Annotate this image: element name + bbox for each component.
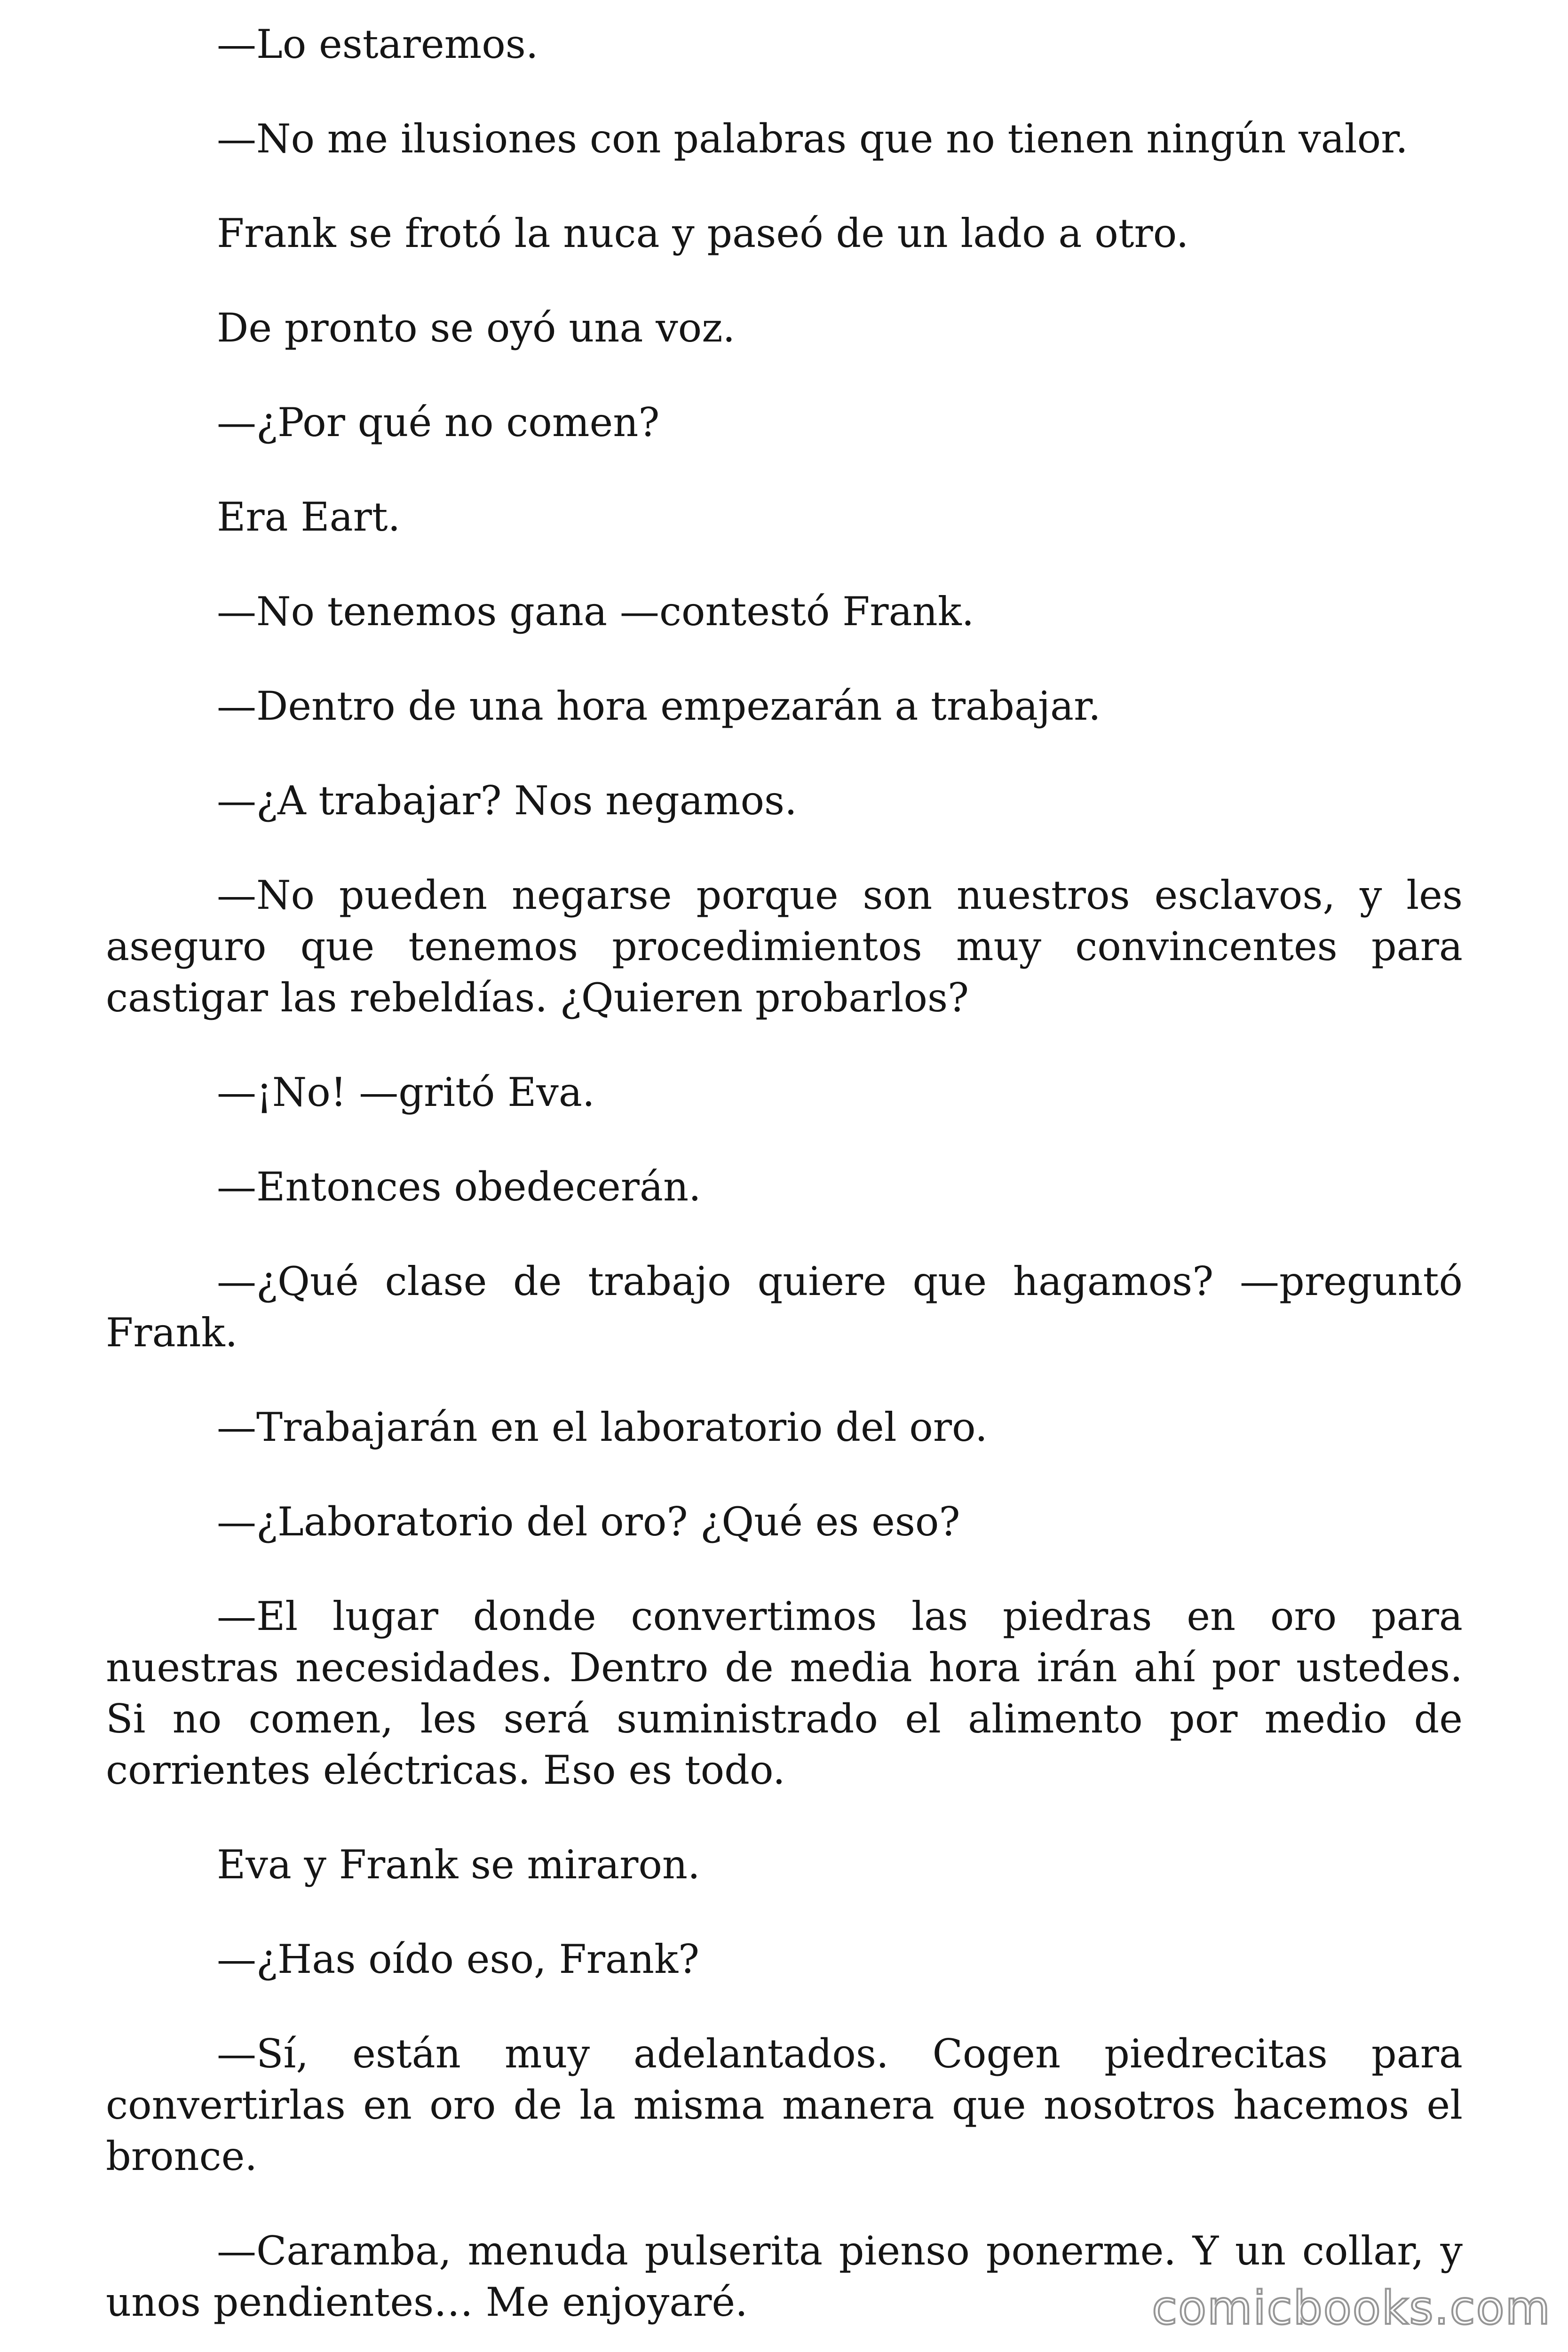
paragraph: —Caramba, menuda pulserita pienso ponerme. Y un collar, y unos pendientes… Me enjoyaré. [106,2228,1463,2325]
paragraph: —El lugar donde convertimos las piedras en oro para nuestras necesidades. Dentro de media hora irán ahí por ustedes. Si no comen, les será suministrado el alimento por medio de corrientes eléctricas. Eso es todo. [106,1593,1463,1793]
paragraph: De pronto se oyó una voz. [217,305,736,351]
paragraph: —No tenemos gana —contestó Frank. [217,588,974,635]
paragraph: —No me ilusiones con palabras que no tienen ningún valor. [217,116,1408,162]
paragraph: —Entonces obedecerán. [217,1164,701,1210]
watermark: comicbooks.com [1152,2281,1551,2335]
paragraph: —¿Por qué no comen? [217,399,660,445]
paragraph: —Lo estaremos. [217,21,539,67]
paragraph: —¿A trabajar? Nos negamos. [217,778,797,824]
paragraph: Eva y Frank se miraron. [217,1842,700,1888]
paragraph: —Sí, están muy adelantados. Cogen piedrecitas para convertirlas en oro de la misma manera que nosotros hacemos el bronce. [106,2031,1463,2179]
paragraph: —¿Qué clase de trabajo quiere que hagamos? —preguntó Frank. [106,1258,1463,1356]
paragraph: Frank se frotó la nuca y paseó de un lado a otro. [217,210,1189,256]
paragraph: —¿Laboratorio del oro? ¿Qué es eso? [217,1499,960,1545]
paragraph: —¿Has oído eso, Frank? [217,1936,700,1982]
paragraph: —¡No! —gritó Eva. [217,1069,595,1115]
paragraph: —No pueden negarse porque son nuestros esclavos, y les aseguro que tenemos procedimientos muy convincentes para castigar las rebeldías. ¿Quieren probarlos? [106,872,1463,1021]
text-column [106,0,1463,2352]
paragraph: —Trabajarán en el laboratorio del oro. [217,1404,988,1450]
paragraph: Era Eart. [217,494,401,540]
paragraph: —Dentro de una hora empezarán a trabajar. [217,683,1101,729]
